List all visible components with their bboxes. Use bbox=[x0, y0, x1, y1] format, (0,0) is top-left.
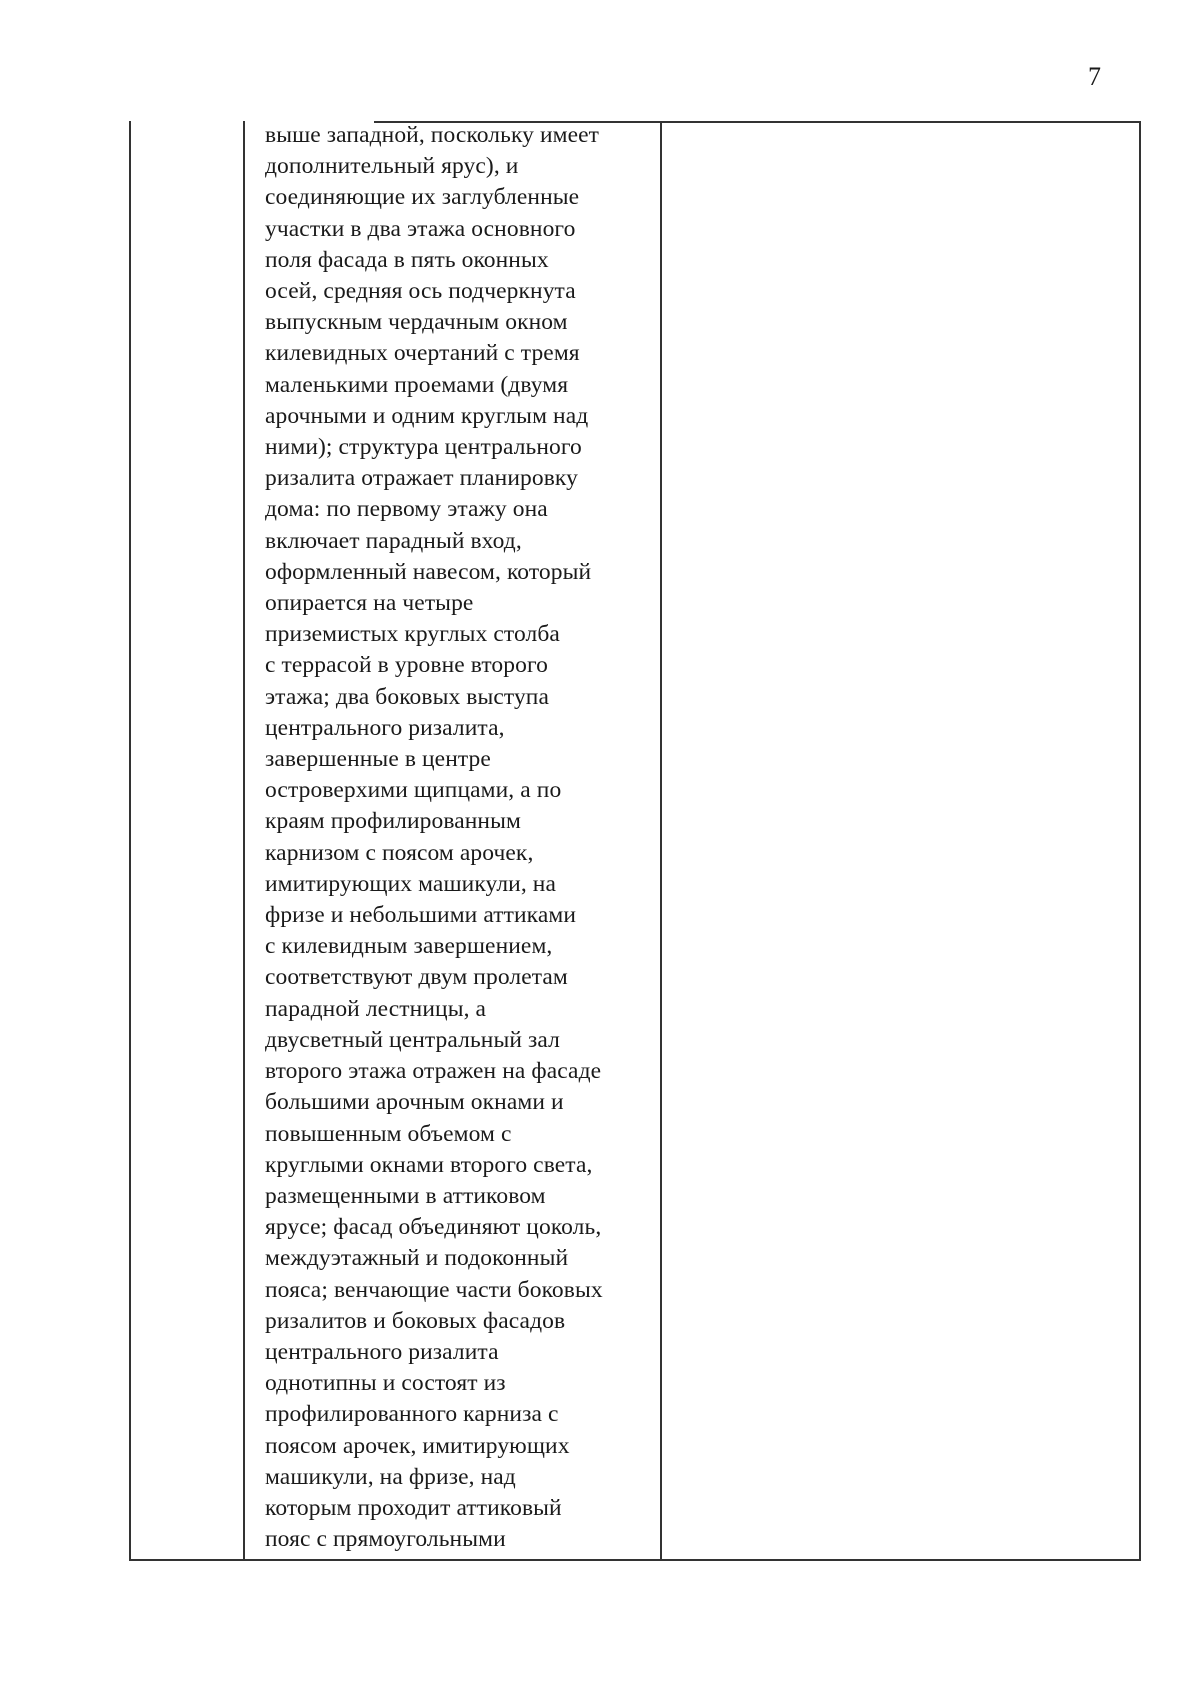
description-line: оформленный навесом, который bbox=[265, 558, 592, 585]
description-line: имитирующих машикули, на bbox=[265, 870, 556, 897]
description-line: ярусе; фасад объединяют цоколь, bbox=[265, 1214, 602, 1241]
description-line: участки в два этажа основного bbox=[265, 215, 576, 242]
description-line: пояса; венчающие части боковых bbox=[265, 1276, 603, 1303]
description-line: парадной лестницы, а bbox=[265, 995, 487, 1022]
description-line: этажа; два боковых выступа bbox=[265, 683, 550, 710]
description-line: завершенные в центре bbox=[265, 746, 491, 773]
description-line: однотипны и состоят из bbox=[265, 1370, 506, 1397]
description-line: карнизом с поясом арочек, bbox=[265, 839, 534, 866]
description-line: приземистых круглых столба bbox=[265, 621, 560, 648]
table-right-border bbox=[1139, 121, 1141, 1561]
description-cell bbox=[265, 120, 675, 1555]
description-line: двусветный центральный зал bbox=[265, 1026, 560, 1053]
description-line: выпускным чердачным окном bbox=[265, 309, 568, 336]
description-line: арочными и одним круглым над bbox=[265, 402, 589, 429]
description-line: размещенными в аттиковом bbox=[265, 1182, 546, 1209]
description-line: выше западной, поскольку имеет bbox=[265, 122, 600, 148]
description-line: опирается на четыре bbox=[265, 590, 474, 617]
description-line: с килевидным завершением, bbox=[265, 933, 553, 960]
description-line: центрального ризалита bbox=[265, 1338, 499, 1365]
description-line: пояс с прямоугольными bbox=[265, 1526, 506, 1553]
description-line: соответствуют двум пролетам bbox=[265, 964, 568, 991]
description-line: килевидных очертаний с тремя bbox=[265, 340, 580, 367]
table-left-border bbox=[129, 121, 131, 1561]
description-line: осей, средняя ось подчеркнута bbox=[265, 278, 576, 305]
description-line: маленькими проемами (двумя bbox=[265, 371, 569, 398]
description-line: повышенным объемом с bbox=[265, 1120, 512, 1147]
description-line: с террасой в уровне второго bbox=[265, 652, 548, 679]
description-line: включает парадный вход, bbox=[265, 527, 522, 554]
description-line: поясом арочек, имитирующих bbox=[265, 1432, 570, 1459]
description-line: ризалита отражает планировку bbox=[265, 465, 578, 492]
description-line: большими арочным окнами и bbox=[265, 1089, 564, 1116]
description-line: центрального ризалита, bbox=[265, 714, 505, 741]
page-number: 7 bbox=[1088, 62, 1101, 91]
description-line: ризалитов и боковых фасадов bbox=[265, 1307, 566, 1334]
description-line: междуэтажный и подоконный bbox=[265, 1245, 569, 1272]
description-line: дополнительный ярус), и bbox=[265, 153, 519, 180]
column-divider-1 bbox=[243, 121, 245, 1561]
description-line: дома: по первому этажу она bbox=[265, 496, 548, 523]
description-line: островерхими щипцами, а по bbox=[265, 777, 562, 804]
description-line: поля фасада в пять оконных bbox=[265, 246, 549, 273]
description-line: фризе и небольшими аттиками bbox=[265, 902, 577, 929]
description-line: круглыми окнами второго света, bbox=[265, 1151, 593, 1178]
description-line: которым проходит аттиковый bbox=[265, 1494, 562, 1521]
description-line: профилированного карниза с bbox=[265, 1401, 559, 1428]
description-line: второго этажа отражен на фасаде bbox=[265, 1058, 602, 1085]
description-line: ними); структура центрального bbox=[265, 434, 582, 461]
table-bottom-border bbox=[129, 1559, 1141, 1561]
description-line: машикули, на фризе, над bbox=[265, 1463, 516, 1490]
description-line: краям профилированным bbox=[265, 808, 521, 835]
description-line: соединяющие их заглубленные bbox=[265, 184, 580, 211]
